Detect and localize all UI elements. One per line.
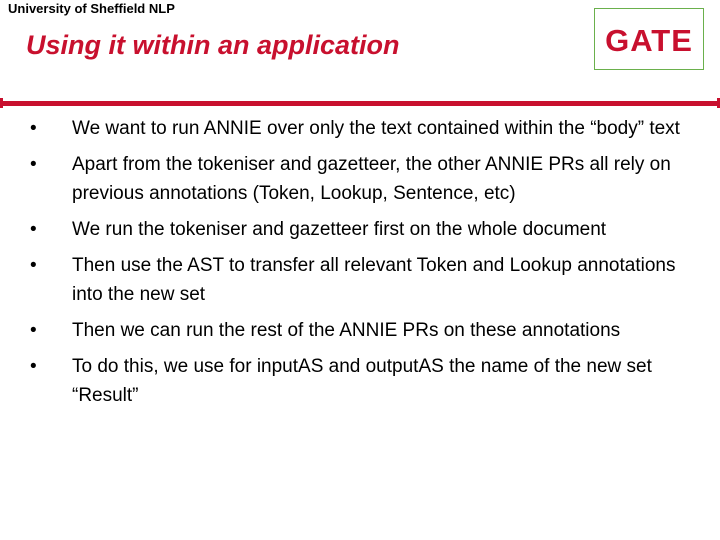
bullet-marker: • (30, 118, 37, 139)
bullet-item (0, 352, 720, 410)
bullet-item (0, 316, 720, 345)
bullet-marker: • (30, 356, 37, 377)
bullet-item (0, 251, 720, 309)
bullet-item (0, 215, 720, 244)
bullet-text: We run the tokeniser and gazetteer first on the whole document (72, 219, 607, 240)
bullet-marker: • (30, 219, 37, 240)
gate-logo-text: GATE (605, 23, 693, 58)
bullet-text: Then we can run the rest of the ANNIE PRs on these annotations (72, 320, 621, 341)
bullet-item (0, 114, 720, 143)
slide-title: Using it within an application (26, 30, 400, 60)
bullet-text: To do this, we use for inputAS and outputAS the name of the new set “Result” (72, 356, 652, 406)
bullet-text: Apart from the tokeniser and gazetteer, the other ANNIE PRs all rely on previous annotations (Token, Lookup, Sentence, etc) (72, 154, 671, 204)
bullet-list (0, 114, 720, 417)
bullet-marker: • (30, 320, 37, 341)
bullet-item (0, 150, 720, 208)
gate-logo (594, 8, 704, 70)
title-rule (0, 101, 720, 106)
gate-logo-icon (595, 9, 703, 69)
bullet-marker: • (30, 255, 37, 276)
institution-label: University of Sheffield NLP (8, 1, 175, 16)
rule-left-cap (0, 98, 3, 108)
bullet-text: Then use the AST to transfer all relevant Token and Lookup annotations into the new set (72, 255, 676, 305)
bullet-text: We want to run ANNIE over only the text contained within the “body” text (72, 118, 680, 139)
bullet-marker: • (30, 154, 37, 175)
